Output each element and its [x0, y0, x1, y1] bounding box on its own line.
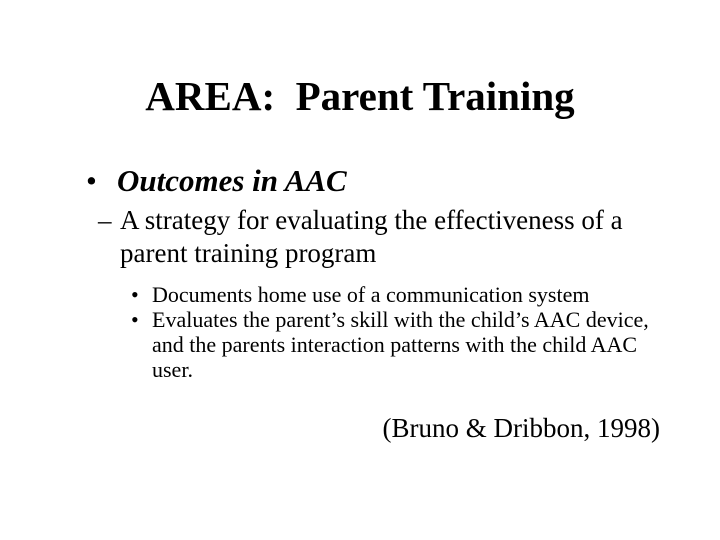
- bullet-icon: •: [86, 163, 97, 198]
- bullet-level2-text: A strategy for evaluating the effectiveness of a parent training program: [120, 205, 623, 268]
- dash-icon: –: [98, 205, 112, 235]
- citation: (Bruno & Dribbon, 1998): [382, 413, 660, 443]
- bullet-level1-text: Outcomes in AAC: [117, 163, 347, 198]
- bullet-icon: •: [131, 307, 139, 332]
- bullet-icon: •: [131, 282, 139, 307]
- bullet-level3-text: Evaluates the parent’s skill with the child’s AAC device, and the parents interaction patterns with the child AAC user.: [152, 307, 649, 382]
- bullet-level3-text: Documents home use of a communication system: [152, 282, 590, 307]
- slide-title: AREA: Parent Training: [145, 73, 575, 119]
